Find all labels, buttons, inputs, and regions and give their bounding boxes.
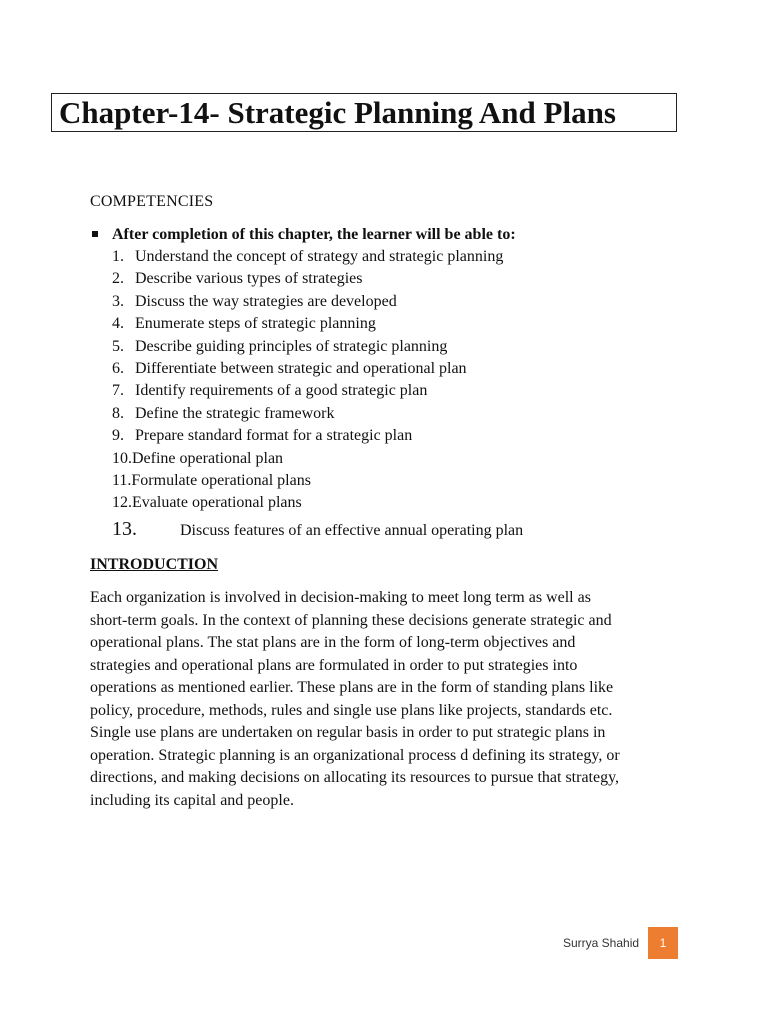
competencies-intro [90,225,516,245]
list-item: 10.Define operational plan [112,449,284,467]
square-bullet-icon [92,231,98,237]
competencies-intro-text: After completion of this chapter, the learner will be able to: [112,226,516,243]
list-item: 9. Prepare standard format for a strategic plan [112,427,413,445]
competencies-list [112,246,503,515]
list-item: 11.Formulate operational plans [112,472,311,490]
list-item: 7. Identify requirements of a good strategic plan [112,382,428,400]
introduction-paragraph: Each organization is involved in decision-making to meet long term as well as short-term goals. In the context of planning these decisions generate strategic and operational plans. The stat plans are in the form of long-term objectives and strategies and operational plans are formulated in order to put strategies into operations as mentioned earlier. These plans are in the form of standing plans like policy, procedure, methods, rules and single use plans like projects, standards etc. Single use plans are undertaken on regular basis in order to put strategic plans in operation. Strategic planning is an organizational process d defining its strategy, or directions, and making decisions on allocating its resources to pursue that strategy, including its capital and people. [90,589,620,809]
footer-author: Surrya Shahid [563,936,640,950]
introduction-heading: INTRODUCTION [90,556,219,573]
page-title: Chapter-14- Strategic Planning And Plans [59,95,616,130]
page-number-badge: 1 [648,927,678,959]
list-item: 4. Enumerate steps of strategic planning [112,315,376,333]
list-item: 8. Define the strategic framework [112,404,335,422]
list-item: 1. Understand the concept of strategy and strategic planning [112,248,504,265]
list-item-13: 13. Discuss features of an effective annual operating plan [112,518,524,540]
list-item: 3. Discuss the way strategies are developed [112,292,397,310]
chapter-title-box [51,93,677,132]
list-item: 2. Describe various types of strategies [112,270,363,288]
list-item: 12.Evaluate operational plans [112,494,302,512]
competencies-label: COMPETENCIES [90,193,214,210]
list-item: 6. Differentiate between strategic and operational plan [112,360,467,378]
list-item: 5. Describe guiding principles of strategic planning [112,337,448,355]
